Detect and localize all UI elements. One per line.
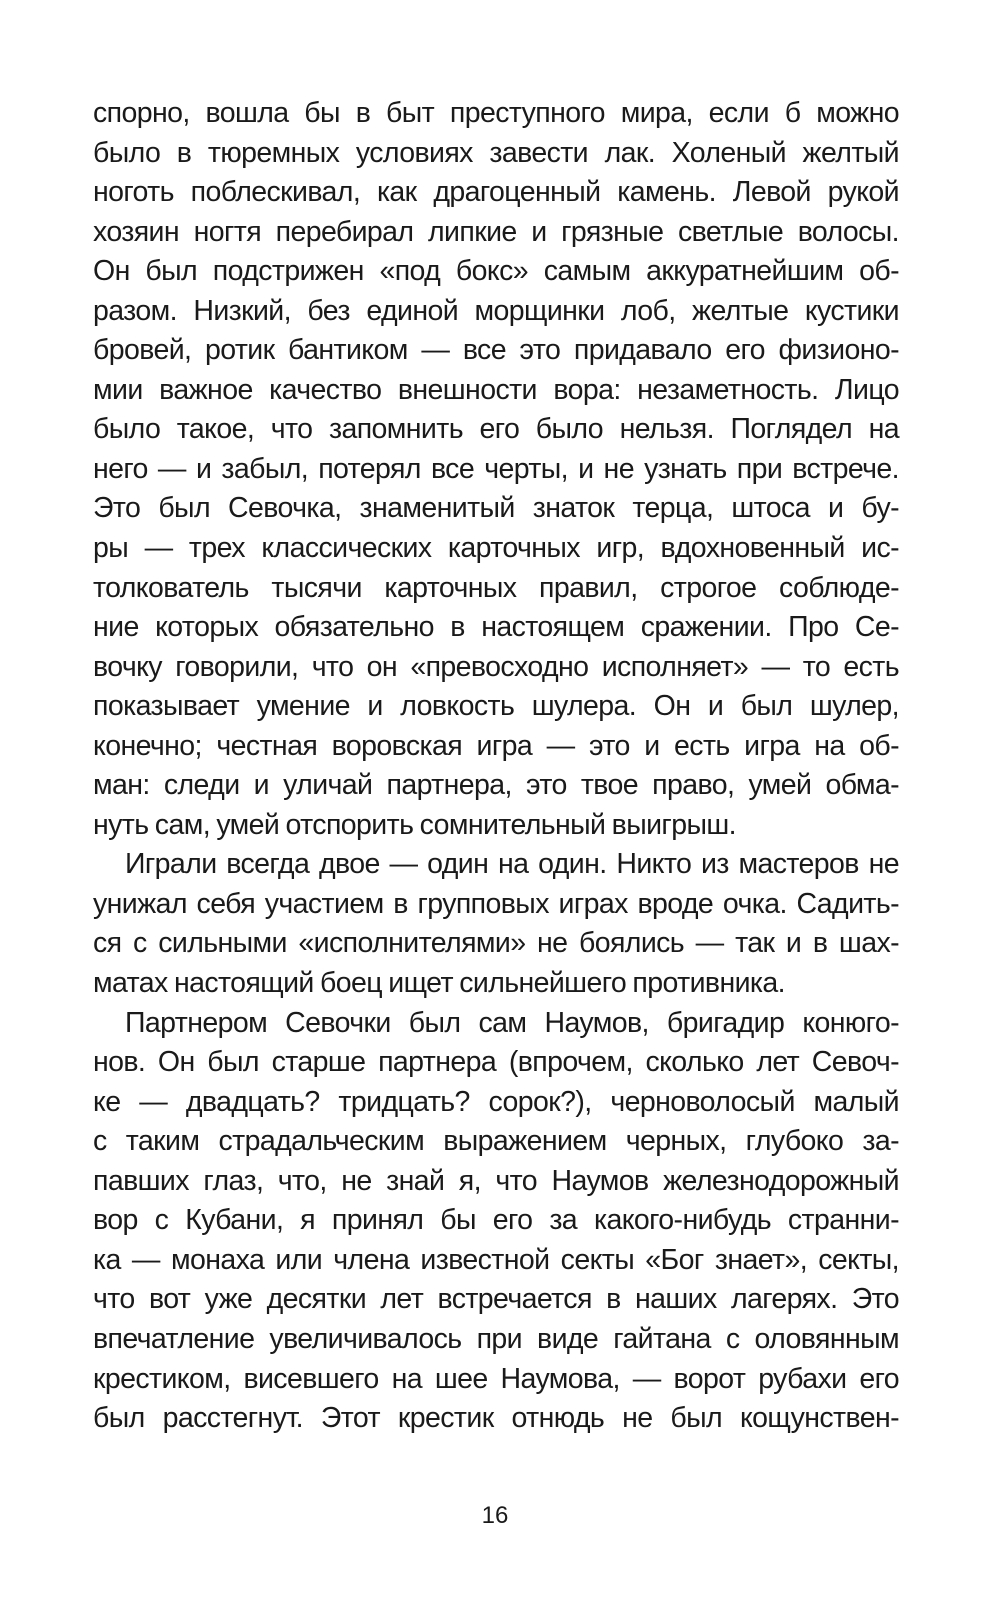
text-line: было в тюремных условиях завести лак. Холеный желтый xyxy=(93,136,899,169)
text-line: толкователь тысячи карточных правил, строгое соблюде- xyxy=(93,571,899,604)
text-line: Играли всегда двое — один на один. Никто из мастеров не xyxy=(125,848,899,881)
text-line: впечатление увеличивалось при виде гайтана с оловянным xyxy=(93,1322,899,1355)
text-line: Партнером Севочки был сам Наумов, бригадир конюго- xyxy=(125,1006,899,1039)
paragraph xyxy=(93,845,899,1003)
text-line: спорно, вошла бы в быт преступного мира, если б можно xyxy=(93,97,899,129)
text-line: нов. Он был старше партнера (впрочем, сколько лет Севоч- xyxy=(93,1046,899,1079)
text-line: разом. Низкий, без единой морщинки лоб, желтые кустики xyxy=(93,294,899,327)
text-line: вор с Кубани, я принял бы его за какого-нибудь странни- xyxy=(93,1204,899,1237)
text-line: конечно; честная воровская игра — это и есть игра на об- xyxy=(93,729,899,762)
text-line: был расстегнут. Этот крестик отнюдь не был кощунствен- xyxy=(93,1402,899,1435)
text-line: ние которых обязательно в настоящем сражении. Про Се- xyxy=(93,611,899,644)
paragraph xyxy=(93,1004,899,1439)
text-line: Это был Севочка, знаменитый знаток терца, штоса и бу- xyxy=(93,492,899,525)
text-line: ка — монаха или члена известной секты «Бог знает», секты, xyxy=(93,1243,899,1276)
text-line: показывает умение и ловкость шулера. Он и был шулер, xyxy=(93,690,899,723)
text-line: что вот уже десятки лет встречается в наших лагерях. Это xyxy=(93,1283,899,1316)
text-line: ке — двадцать? тридцать? сорок?), черноволосый малый xyxy=(93,1085,899,1118)
text-line: бровей, ротик бантиком — все это придавало его физионо- xyxy=(93,334,899,367)
text-line: было такое, что запомнить его было нельзя. Поглядел на xyxy=(93,413,899,446)
text-line: с таким страдальческим выражением черных, глубоко за- xyxy=(93,1125,899,1158)
body-text xyxy=(93,94,899,1439)
text-line: павших глаз, что, не знай я, что Наумов железнодорожный xyxy=(93,1164,899,1197)
text-line: ры — трех классических карточных игр, вдохновенный ис- xyxy=(93,532,899,565)
text-line: унижал себя участием в групповых играх вроде очка. Садить- xyxy=(93,887,899,920)
text-line: мии важное качество внешности вора: незаметность. Лицо xyxy=(93,373,899,406)
text-line: вочку говорили, что он «превосходно исполняет» — то есть xyxy=(93,650,899,683)
text-line: Он был подстрижен «под бокс» самым аккуратнейшим об- xyxy=(93,255,899,288)
page-number: 16 xyxy=(481,1502,509,1529)
text-line: ман: следи и уличай партнера, это твое право, умей обма- xyxy=(93,769,899,802)
text-line: него — и забыл, потерял все черты, и не узнать при встрече. xyxy=(93,452,899,485)
text-line: матах настоящий боец ищет сильнейшего противника. xyxy=(93,967,785,1000)
text-line: ся с сильными «исполнителями» не боялись — так и в шах- xyxy=(93,927,899,960)
text-line: нуть сам, умей отспорить сомнительный выигрыш. xyxy=(93,808,736,841)
paragraph xyxy=(93,94,899,845)
text-line: крестиком, висевшего на шее Наумова, — ворот рубахи его xyxy=(93,1362,899,1395)
text-line: ноготь поблескивал, как драгоценный камень. Левой рукой xyxy=(93,176,899,209)
text-line: хозяин ногтя перебирал липкие и грязные светлые волосы. xyxy=(93,215,899,248)
